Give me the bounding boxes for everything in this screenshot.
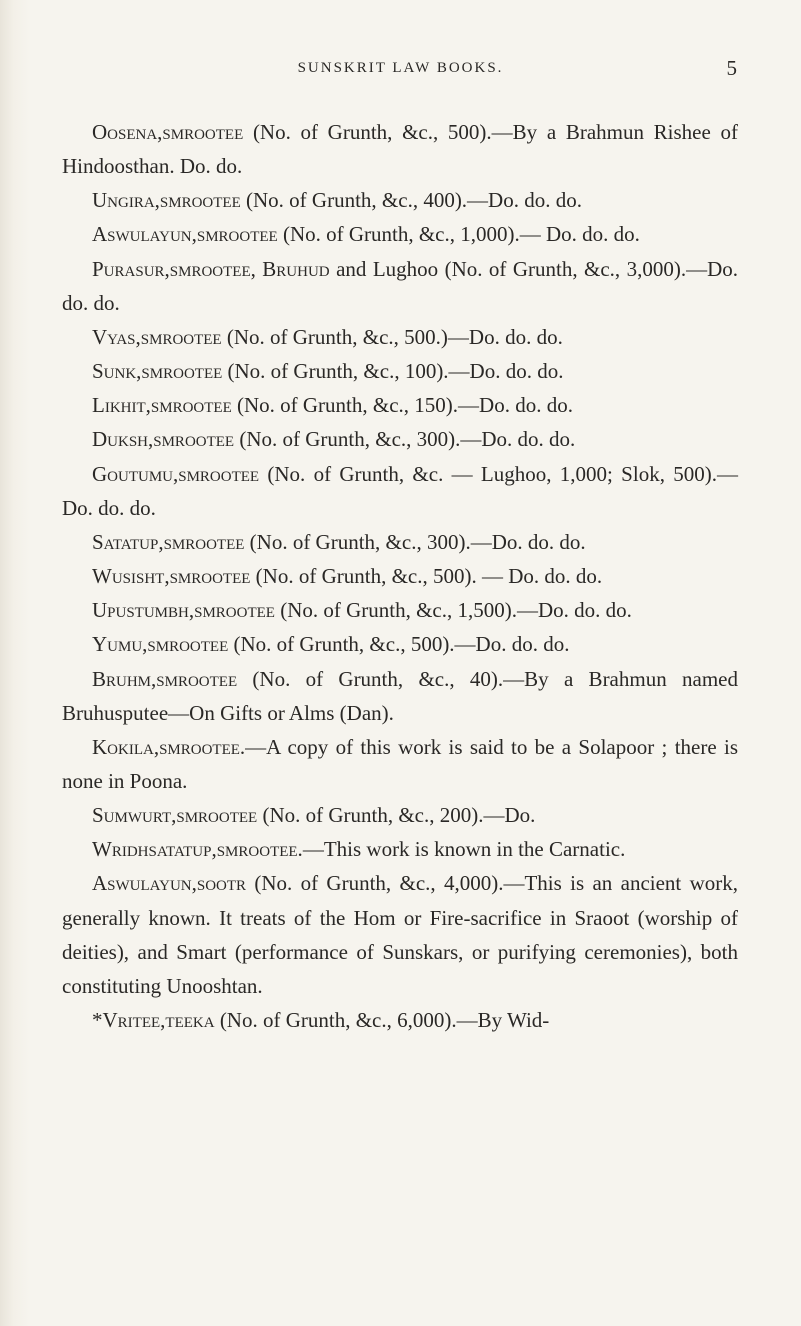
entry-text: (No. of Grunth, &c., 400).—Do. do. do. xyxy=(240,188,582,213)
entry xyxy=(62,388,738,422)
entry-text: (No. of Grunth, &c., 500). — Do. do. do. xyxy=(250,564,603,589)
entry-title: Kokila,smrootee. xyxy=(92,734,246,759)
entry-text: (No. of Grunth, &c., 6,000).—By Wid- xyxy=(214,1008,550,1033)
entry xyxy=(62,422,738,456)
entry-text: (No. of Grunth, &c., 150).—Do. do. do. xyxy=(231,393,573,418)
entry-title: Yumu,smrootee xyxy=(92,632,229,657)
entry-text: —This work is known in the Carnatic. xyxy=(302,837,626,862)
entry-text: and Lughoo (No. of Grunth, &c., 3,000).—Do. do. do. xyxy=(62,256,738,315)
entry xyxy=(62,593,738,627)
entry xyxy=(62,354,738,388)
entry xyxy=(62,217,738,251)
entry xyxy=(62,1003,738,1037)
entry-title: Aswulayun,smrootee xyxy=(92,222,278,247)
entry-title: Wridhsatatup,smrootee. xyxy=(92,837,303,862)
entry xyxy=(62,525,738,559)
entry xyxy=(62,252,738,320)
entry xyxy=(62,115,738,183)
entry-text: (No. of Grunth, &c., 100).—Do. do. do. xyxy=(222,359,564,384)
entry-title: Satatup,smrootee xyxy=(92,529,245,554)
entry-title: Likhit,smrootee xyxy=(92,393,232,418)
entry-title: Duksh,smrootee xyxy=(92,427,235,452)
entry-title: *Vritee,teeka xyxy=(92,1008,215,1033)
entry xyxy=(62,559,738,593)
entry-title: Bruhm,smrootee xyxy=(92,666,238,691)
entry-text: (No. of Grunth, &c. — Lughoo, 1,000; Slok, 500).—Do. do. do. xyxy=(62,461,738,520)
entry-text: (No. of Grunth, &c., 1,000).— Do. do. do. xyxy=(277,222,640,247)
entry xyxy=(62,627,738,661)
entry-text: (No. of Grunth, &c., 4,000).—This is an ancient work, generally known. It treats of the Hom or Fire-sacrifice in Sraoot (worship of deities), and Smart (performance of Sunskars, or purifying ceremonies), both constituting Unooshtan. xyxy=(62,871,738,998)
entry-text: (No. of Grunth, &c., 500).—By a Brahmun Rishee of Hindoosthan. Do. do. xyxy=(62,120,738,179)
entry xyxy=(62,662,738,730)
entry-list xyxy=(62,115,738,1037)
page-number: 5 xyxy=(726,56,737,80)
entry xyxy=(62,798,738,832)
entry-text: —A copy of this work is said to be a Solapoor ; there is none in Poona. xyxy=(62,734,738,793)
entry xyxy=(62,730,738,798)
entry-title: Goutumu,smrootee xyxy=(92,461,260,486)
entry xyxy=(62,320,738,354)
entry-title: Wusisht,smrootee xyxy=(92,564,251,589)
entry-title: Purasur,smrootee, Bruhud xyxy=(92,256,330,281)
entry xyxy=(62,183,738,217)
entry xyxy=(62,457,738,525)
entry-text: (No. of Grunth, &c., 500).—Do. do. do. xyxy=(228,632,570,657)
entry-title: Ungira,smrootee xyxy=(92,188,241,213)
entry xyxy=(62,832,738,866)
entry-text: (No. of Grunth, &c., 1,500).—Do. do. do. xyxy=(274,598,632,623)
entry-text: (No. of Grunth, &c., 200).—Do. xyxy=(257,803,536,828)
entry-title: Vyas,smrootee xyxy=(92,324,222,349)
entry-text: (No. of Grunth, &c., 300).—Do. do. do. xyxy=(234,427,576,452)
page-header xyxy=(0,56,801,84)
entry-text: (No. of Grunth, &c., 500.)—Do. do. do. xyxy=(221,324,563,349)
running-head: SUNSKRIT LAW BOOKS. xyxy=(297,60,504,76)
entry-title: Aswulayun,sootr xyxy=(92,871,247,896)
entry xyxy=(62,866,738,1003)
entry-text: (No. of Grunth, &c., 40).—By a Brahmun named Bruhusputee—On Gifts or Alms (Dan). xyxy=(62,666,738,725)
entry-text: (No. of Grunth, &c., 300).—Do. do. do. xyxy=(244,529,586,554)
entry-title: Upustumbh,smrootee xyxy=(92,598,275,623)
entry-title: Sunk,smrootee xyxy=(92,359,223,384)
entry-title: Oosena,smrootee xyxy=(92,120,244,144)
entry-title: Sumwurt,smrootee xyxy=(92,803,258,828)
